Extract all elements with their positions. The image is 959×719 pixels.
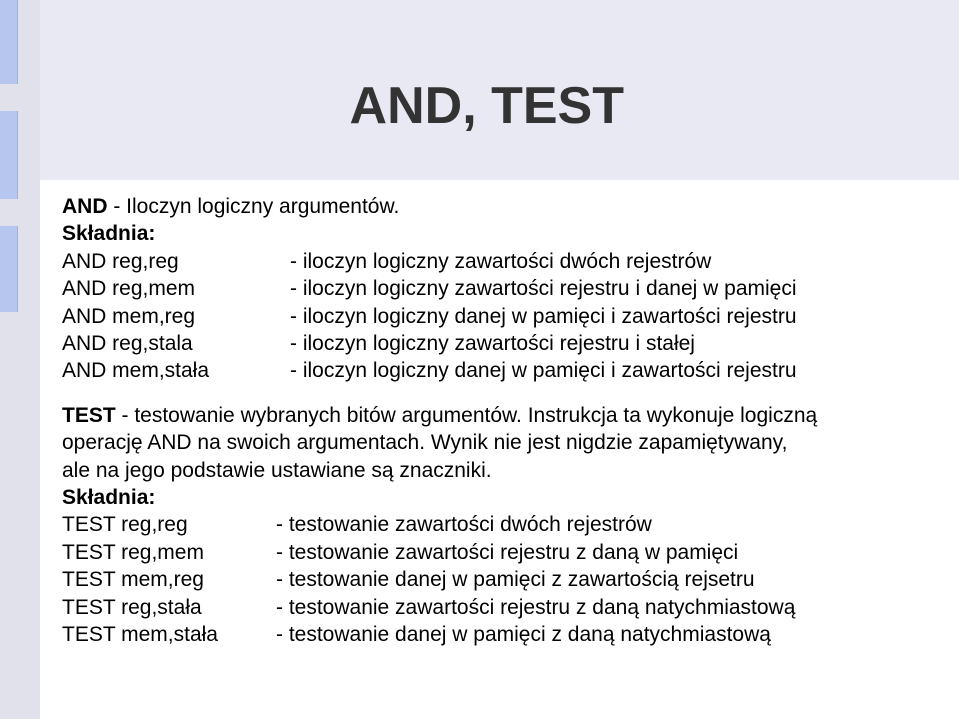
section-gap xyxy=(62,385,942,402)
and-syntax-row xyxy=(62,357,942,384)
test-syntax-row xyxy=(62,594,942,621)
left-margin-strip xyxy=(0,0,40,719)
test-description-line: operację AND na swoich argumentach. Wynik nie jest nigdzie zapamiętywany, xyxy=(62,431,788,455)
syntax-form: AND mem,stała xyxy=(62,359,210,383)
slide-body xyxy=(62,193,942,649)
test-syntax-row xyxy=(62,539,942,566)
syntax-description: - iloczyn logiczny zawartości rejestru i stałej xyxy=(290,332,695,356)
and-keyword: AND xyxy=(62,195,108,218)
and-syntax-label: Składnia: xyxy=(62,222,156,246)
syntax-description: - testowanie zawartości rejestru z daną w pamięci xyxy=(276,540,739,564)
syntax-description: - testowanie danej w pamięci z daną natychmiastową xyxy=(276,623,771,647)
syntax-form: TEST mem,reg xyxy=(62,568,204,592)
test-syntax-row xyxy=(62,511,942,538)
syntax-form: TEST mem,stała xyxy=(62,623,218,647)
syntax-form: TEST reg,stała xyxy=(62,595,202,619)
test-keyword: TEST xyxy=(62,403,116,427)
accent-bar xyxy=(0,111,18,199)
slide-title-container xyxy=(40,77,920,135)
accent-bar xyxy=(0,0,18,84)
test-syntax-row xyxy=(62,566,942,593)
and-syntax-row xyxy=(62,275,942,302)
syntax-form: TEST reg,reg xyxy=(62,513,188,537)
syntax-description: - testowanie zawartości dwóch rejestrów xyxy=(276,513,652,537)
and-definition xyxy=(62,193,942,220)
test-syntax-row xyxy=(62,621,942,648)
and-syntax-row xyxy=(62,248,942,275)
and-syntax-row xyxy=(62,303,942,330)
syntax-form: TEST reg,mem xyxy=(62,540,204,564)
accent-bar xyxy=(0,226,18,312)
test-description-line: ale na jego podstawie ustawiane są znaczniki. xyxy=(62,458,492,482)
syntax-description: - testowanie zawartości rejestru z daną natychmiastową xyxy=(276,595,796,619)
syntax-description: - iloczyn logiczny zawartości rejestru i danej w pamięci xyxy=(290,277,797,301)
and-syntax-row xyxy=(62,330,942,357)
syntax-description: - iloczyn logiczny zawartości dwóch rejestrów xyxy=(290,249,712,273)
syntax-description: - iloczyn logiczny danej w pamięci i zawartości rejestru xyxy=(290,304,797,328)
syntax-form: AND reg,reg xyxy=(62,249,179,273)
test-syntax-label: Składnia: xyxy=(62,486,156,510)
slide-title: AND, TEST xyxy=(349,77,624,135)
and-description: - Iloczyn logiczny argumentów. xyxy=(107,195,400,218)
syntax-form: AND reg,stala xyxy=(62,332,193,356)
test-definition xyxy=(62,402,942,429)
test-description-line: - testowanie wybranych bitów argumentów. Instrukcja ta wykonuje logiczną xyxy=(115,403,818,427)
syntax-form: AND reg,mem xyxy=(62,277,196,301)
syntax-description: - iloczyn logiczny danej w pamięci i zawartości rejestru xyxy=(290,359,797,383)
syntax-form: AND mem,reg xyxy=(62,304,196,328)
syntax-description: - testowanie danej w pamięci z zawartością rejsetru xyxy=(276,568,755,592)
